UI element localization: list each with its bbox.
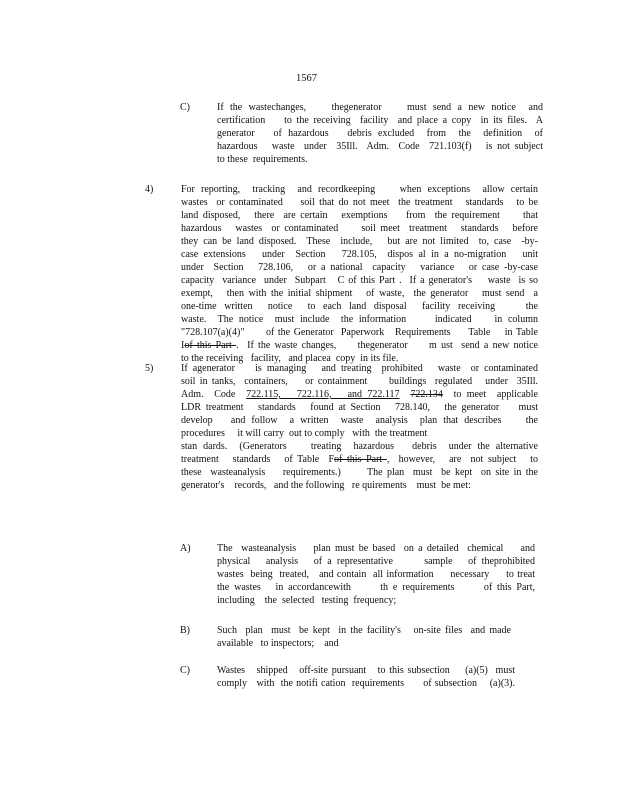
text-line: certification to the receiving facility and place a copy in its files. A bbox=[217, 115, 543, 126]
text-line-with-strikethrough bbox=[181, 453, 538, 466]
text-line: stan dards. (Generators treating hazardous debris under the alternative bbox=[181, 441, 538, 452]
text-line: hazardous waste under 35Ill. Adm. Code 721.103(f) is not subject bbox=[217, 141, 543, 152]
text-line: For reporting, tracking and recordkeeping when exceptions allow certain bbox=[181, 184, 538, 195]
text-line: exempt, then with the initial shipment of waste, the generator must send a bbox=[181, 288, 538, 299]
line-part: treatment standards of Table F bbox=[181, 454, 335, 465]
text-line: comply with the notifi cation requirements of subsection (a)(3). bbox=[217, 678, 515, 689]
subitem-a-label: A) bbox=[180, 543, 191, 554]
text-line: Such plan must be kept in the facility's on-site files and made bbox=[217, 625, 511, 636]
text-line: one-time written notice to each land disposal facility receiving the bbox=[181, 301, 538, 312]
inserted-text: 722.115, 722.116, and 722.117 bbox=[246, 389, 400, 400]
item-c-label: C) bbox=[180, 102, 190, 113]
text-line: develop and follow a written waste analysis plan that describes the bbox=[181, 415, 538, 426]
deleted-text: of this Part bbox=[334, 454, 387, 465]
text-line: wastes or contaminated soil that do not meet the treatment standards to be bbox=[181, 197, 538, 208]
item-4-label: 4) bbox=[145, 184, 154, 195]
text-line-with-strikethrough bbox=[181, 339, 538, 352]
item-c-text bbox=[217, 101, 543, 166]
line-part: , however, are not subject to bbox=[386, 454, 538, 465]
text-line: physical analysis of a representative sample of theprohibited bbox=[217, 556, 535, 567]
line-part: . If the waste changes, thegenerator m ust send a new notice bbox=[236, 340, 538, 351]
text-line: hazardous wastes or contaminated soil meet treatment standards before bbox=[181, 223, 538, 234]
text-line: to these requirements. bbox=[217, 154, 308, 165]
text-line: procedures it will carry out to comply with the treatment bbox=[181, 428, 428, 439]
text-line-with-amendments bbox=[181, 388, 538, 401]
text-line: land disposed, there are certain exemptions from the requirement that bbox=[181, 210, 538, 221]
text-line: LDR treatment standards found at Section 728.140, the generator must bbox=[181, 402, 538, 413]
subitem-c-text bbox=[217, 664, 515, 690]
text-line: If the wastechanges, thegenerator must send a new notice and bbox=[217, 102, 543, 113]
subitem-a-text bbox=[217, 542, 535, 607]
text-line: generator of hazardous debris excluded from the definition of bbox=[217, 128, 543, 139]
text-line: to the receiving facility, and placea copy in its file. bbox=[181, 353, 399, 364]
deleted-text: 722.134 bbox=[410, 389, 443, 400]
text-line: these wasteanalysis requirements.) The plan must be kept on site in the bbox=[181, 467, 538, 478]
text-line: the wastes in accordancewith th e requirements of this Part, bbox=[217, 582, 535, 593]
item-4-text bbox=[181, 183, 538, 365]
text-line: capacity variance under Subpart C of this Part . If a generator's waste is so bbox=[181, 275, 538, 286]
text-line: generator's records, and the following re quirements must be met: bbox=[181, 480, 471, 491]
text-line: including the selected testing frequency; bbox=[217, 595, 397, 606]
line-part: I bbox=[181, 340, 185, 351]
item-5-text bbox=[181, 362, 538, 492]
text-line: under Section 728.106, or a national capacity variance or case -by-case bbox=[181, 262, 538, 273]
deleted-text: of this Part bbox=[184, 340, 237, 351]
page-number: 1567 bbox=[296, 73, 317, 84]
subitem-c-label: C) bbox=[180, 665, 190, 676]
text-line: they can be land disposed. These include, but are not limited to, case -by- bbox=[181, 236, 538, 247]
text-line: The wasteanalysis plan must be based on a detailed chemical and bbox=[217, 543, 535, 554]
line-part: to meet applicable bbox=[442, 389, 538, 400]
text-line: "728.107(a)(4)" of the Generator Paperwork Requirements Table in Table bbox=[181, 327, 538, 338]
text-line: available to inspectors; and bbox=[217, 638, 339, 649]
line-part: Adm. Code bbox=[181, 389, 247, 400]
line-part bbox=[400, 389, 411, 400]
text-line: case extensions under Section 728.105, dispos al in a no-migration unit bbox=[181, 249, 538, 260]
text-line: Wastes shipped off-site pursuant to this subsection (a)(5) must bbox=[217, 665, 515, 676]
subitem-b-label: B) bbox=[180, 625, 190, 636]
text-line: If agenerator is managing and treating prohibited waste or contaminated bbox=[181, 363, 538, 374]
text-line: soil in tanks, containers, or containment buildings regulated under 35Ill. bbox=[181, 376, 538, 387]
text-line: waste. The notice must include the information indicated in column bbox=[181, 314, 538, 325]
text-line: wastes being treated, and contain all information necessary to treat bbox=[217, 569, 535, 580]
subitem-b-text bbox=[217, 624, 511, 650]
item-5-label: 5) bbox=[145, 363, 154, 374]
